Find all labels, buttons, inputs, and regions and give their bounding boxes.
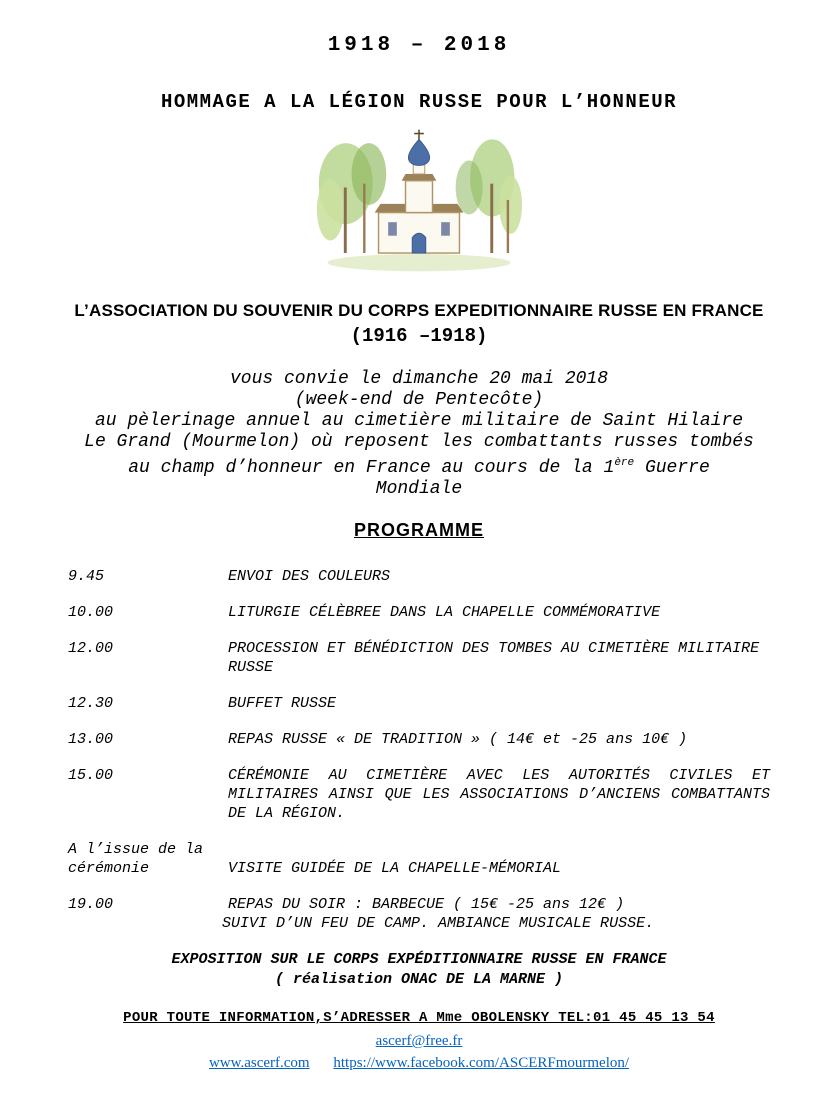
program-desc-line1: REPAS DU SOIR : BARBECUE ( 15€ -25 ans 12€ ) <box>228 896 625 913</box>
program-desc: PROCESSION ET BÉNÉDICTION DES TOMBES AU CIMETIÈRE MILITAIRE RUSSE <box>228 640 760 676</box>
invitation-line-1: vous convie le dimanche 20 mai 2018 <box>229 369 609 389</box>
chapel-image <box>313 127 525 275</box>
exposition-note <box>68 950 770 990</box>
program-row <box>68 567 770 586</box>
program-time: 13.00 <box>68 731 114 748</box>
program-list <box>68 567 770 933</box>
chapel-illustration <box>68 127 770 275</box>
footer-links <box>68 1030 770 1074</box>
years-heading: 1918 – 2018 <box>327 34 511 57</box>
program-row <box>68 730 770 749</box>
program-desc: BUFFET RUSSE <box>228 695 337 712</box>
program-time: 9.45 <box>68 568 105 585</box>
invitation-line-5: au champ d’honneur en France au cours de la 1ère Guerre <box>128 457 710 478</box>
program-time: 12.30 <box>68 695 114 712</box>
invitation-line-3: au pèlerinage annuel au cimetière militaire de Saint Hilaire <box>94 411 744 431</box>
invitation-text <box>68 369 770 500</box>
program-desc: VISITE GUIDÉE DE LA CHAPELLE-MÉMORIAL <box>228 860 562 877</box>
program-time: 19.00 <box>68 896 114 913</box>
program-desc: CÉRÉMONIE AU CIMETIÈRE AVEC LES AUTORITÉS CIVILES ET MILITAIRES AINSI QUE LES ASSOCIATIONS D’ANCIENS COMBATTANTS DE LA RÉGION. <box>228 767 770 822</box>
program-desc-line2: SUIVI D’UN FEU DE CAMP. AMBIANCE MUSICALE RUSSE. <box>222 915 655 932</box>
program-time: 12.00 <box>68 640 114 657</box>
program-row <box>68 840 770 878</box>
program-time: 10.00 <box>68 604 114 621</box>
page-title: HOMMAGE A LA LÉGION RUSSE POUR L’HONNEUR <box>160 91 678 113</box>
invitation-line-6: Mondiale <box>375 479 463 499</box>
program-row <box>68 694 770 713</box>
program-desc: REPAS RUSSE « DE TRADITION » ( 14€ et -25 ans 10€ ) <box>228 731 688 748</box>
program-row <box>68 895 770 933</box>
program-row <box>68 766 770 823</box>
contact-info: POUR TOUTE INFORMATION,S’ADRESSER A Mme OBOLENSKY TEL:01 45 45 13 54 <box>123 1010 715 1026</box>
superscript-ere: ère <box>614 457 635 469</box>
program-desc: LITURGIE CÉLÈBREE DANS LA CHAPELLE COMMÉMORATIVE <box>228 604 661 621</box>
website-link[interactable]: www.ascerf.com <box>208 1055 310 1071</box>
program-desc <box>222 895 770 933</box>
exposition-line-1: EXPOSITION SUR LE CORPS EXPÉDITIONNAIRE RUSSE EN FRANCE <box>171 951 667 968</box>
program-row <box>68 639 770 677</box>
invitation-line-4: Le Grand (Mourmelon) où reposent les combattants russes tombés <box>84 432 754 452</box>
program-time: 15.00 <box>68 767 114 784</box>
association-title: L’ASSOCIATION DU SOUVENIR DU CORPS EXPEDITIONNAIRE RUSSE EN FRANCE <box>74 301 764 320</box>
exposition-line-2: ( réalisation ONAC DE LA MARNE ) <box>274 971 564 988</box>
association-years: (1916 –1918) <box>350 325 488 347</box>
facebook-link[interactable]: https://www.facebook.com/ASCERFmourmelon/ <box>333 1055 630 1071</box>
program-desc: ENVOI DES COULEURS <box>228 568 391 585</box>
email-link[interactable]: ascerf@free.fr <box>375 1033 463 1049</box>
program-time: A l’issue de la cérémonie <box>68 841 204 877</box>
program-row <box>68 603 770 622</box>
invitation-line-2: (week-end de Pentecôte) <box>294 390 544 410</box>
programme-heading: PROGRAMME <box>354 520 484 540</box>
